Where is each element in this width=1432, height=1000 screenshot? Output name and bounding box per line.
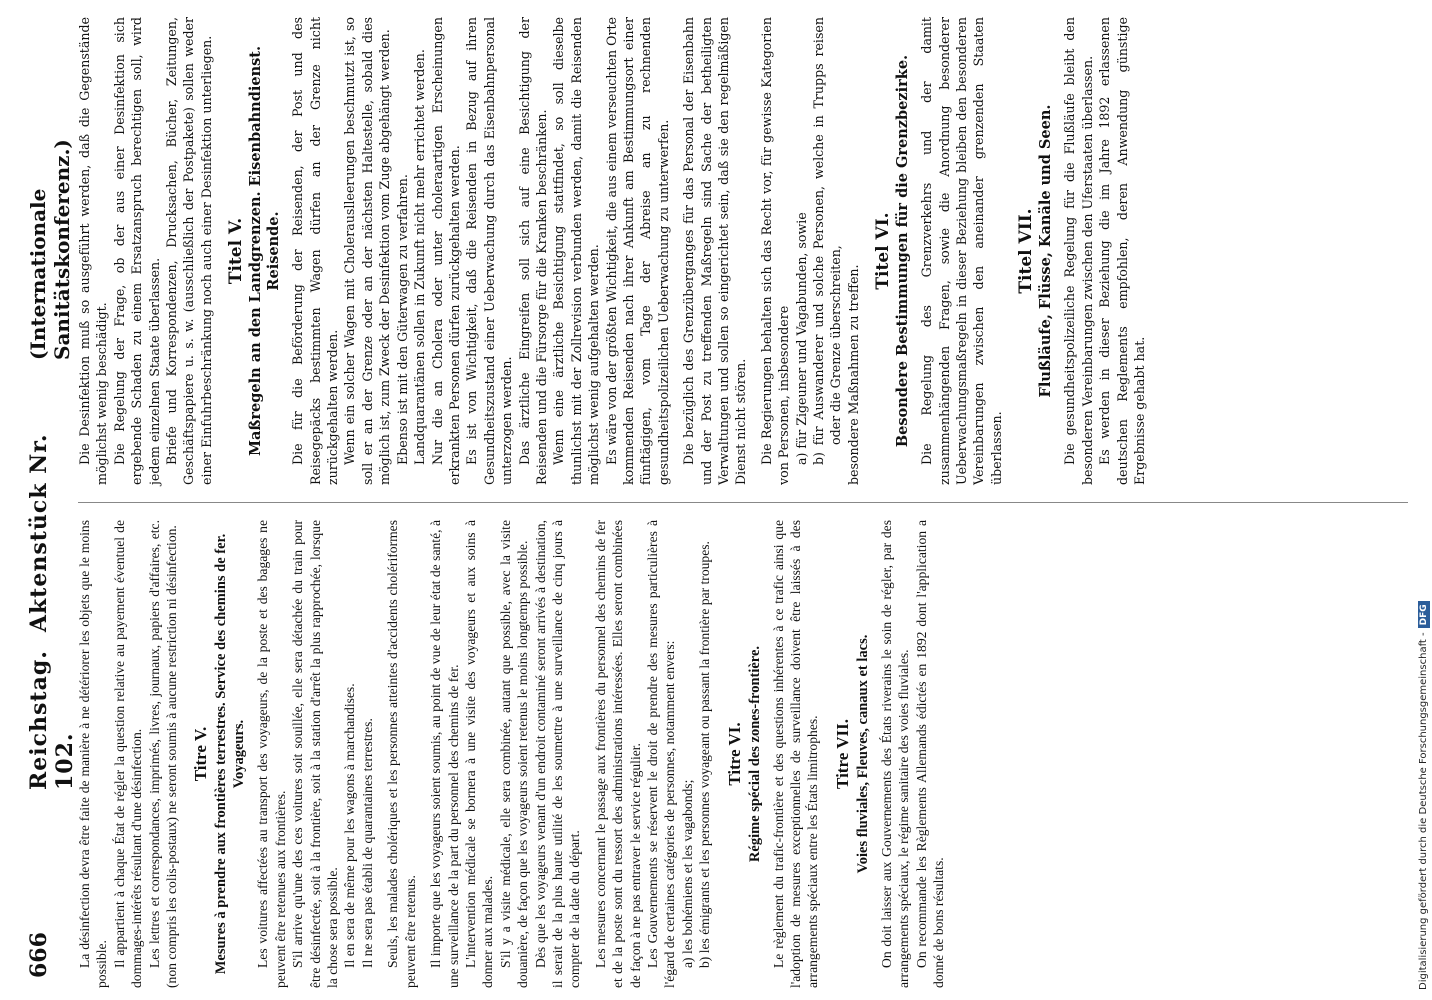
de-paragraph: Die für die Beförderung der Reisenden, der Post und des Reisegepäcks bestimmten Wagen dürfen an der Grenze nicht zurückgehalten werden. bbox=[290, 17, 341, 485]
de-paragraph: Ebenso ist mit den Güterwagen zu verfahren. bbox=[394, 174, 410, 465]
de-paragraph: Es werden in dieser Beziehung die im Jahre 1892 erlassenen deutschen Reglements empfohlen, deren Anwendung günstige Ergebnisse gehabt hat. bbox=[1097, 17, 1147, 485]
fr-paragraph: Le règlement du trafic-frontière et des questions inhérentes à ce trafic ainsi que l'adoption de mesures exceptionnelles de surveillance doivent être laissés à des arrangements spéciaux entre les États limitrophes. bbox=[770, 520, 821, 988]
de-paragraph: Die Regierungen behalten sich das Recht vor, für gewisse Kategorien von Personen, insbesondere bbox=[758, 17, 792, 485]
fr-subtitle-vii: Voies fluviales, Fleuves, canaux et lacs. bbox=[854, 634, 871, 874]
german-column bbox=[76, 17, 1414, 485]
fr-paragraph: On recommande les Règlements Allemands édictés en 1892 dont l'application a donné de bons résultats. bbox=[913, 520, 947, 988]
de-subtitle-v: Maßregeln an den Landgrenzen. Eisenbahndienst. Reisende. bbox=[247, 45, 283, 457]
fr-title-vii: Titre VII. bbox=[832, 719, 852, 789]
fr-paragraph: S'il arrive qu'une des ces voitures soit souillée, elle sera détachée du train pour être désinfectée, soit à la frontière, soit à la station d'arrêt la plus rapprochée, lorsque la chose sera possible. bbox=[290, 520, 341, 988]
de-paragraph: Es wäre von der größten Wichtigkeit, die aus einem verseuchten Orte kommenden Reisenden nach ihrer Ankunft am Bestimmungsort einer fünftägigen, vom Tage der Abreise an zu rechnenden gesundheitspolizeilichen Ueberwachung zu unterwerfen. bbox=[603, 17, 671, 485]
fr-paragraph: On doit laisser aux Gouvernements des États riverains le soin de régler, par des arrangements spéciaux, le régime sanitaire des voies fluviales. bbox=[878, 520, 912, 988]
fr-title-v: Titre V. bbox=[191, 726, 211, 782]
fr-paragraph: Il en sera de même pour les wagons à marchandises. bbox=[342, 683, 358, 968]
de-subtitle-vii: Flußläufe, Flüsse, Kanäle und Seen. bbox=[1037, 104, 1055, 398]
fr-paragraph: S'il y a visite médicale, elle sera combinée, autant que possible, avec la visite douanière, de façon que les voyageurs soient retenus le moins longtemps possible. bbox=[497, 520, 531, 988]
de-paragraph: Die gesundheitspolizeiliche Regelung für die Flußläufe bleibt den besonderen Vereinbarungen zwischen den Uferstaaten überlassen. bbox=[1062, 17, 1095, 485]
fr-paragraph: Seuls, les malades cholériques et les personnes atteintes d'accidents cholériformes peuvent être retenus. bbox=[385, 520, 418, 988]
fr-list-item-b: b) les émigrants et les personnes voyageant ou passant la frontière par troupes. bbox=[697, 541, 713, 968]
de-paragraph: Die Desinfektion muß so ausgeführt werden, daß die Gegenstände möglichst wenig beschädigt. bbox=[77, 17, 110, 485]
fr-paragraph: Dès que les voyageurs venant d'un endroit contaminé seront arrivés à destination, il serait de la plus haute utilité de les soumettre à une surveillance de cinq jours à compter de la date du départ. bbox=[532, 520, 583, 988]
de-paragraph: Wenn ein solcher Wagen mit Cholerauslleerungen beschmutzt ist, so soll er an der Grenze oder an der nächsten Haltestelle, sobald dies möglich ist, zum Zweck der Desinfektion vom Zuge abgehängt werden. bbox=[342, 17, 393, 485]
fr-paragraph: La désinfection devra être faite de manière à ne détériorer les objets que le moins possible. bbox=[77, 520, 110, 988]
de-paragraph: Nur die an Cholera oder unter choleraartigen Erscheinungen erkrankten Personen dürfen zurückgehalten werden. bbox=[429, 17, 462, 485]
fr-list-item-a: a) les bohémiens et les vagabonds; bbox=[679, 779, 695, 968]
digitization-credit bbox=[1416, 0, 1432, 990]
de-list-item-a: a) für Zigeuner und Vagabunden, sowie bbox=[793, 212, 809, 465]
fr-paragraph: Il appartient à chaque État de régler la question relative au payement éventuel de dommages-intérêts résultant d'une désinfection. bbox=[111, 520, 145, 988]
de-paragraph: Das ärztliche Eingreifen soll sich auf eine Besichtigung der Reisenden und die Fürsorge für die Kranken beschränken. bbox=[516, 17, 549, 485]
fr-paragraph: Il importe que les voyageurs soient soumis, au point de vue de leur état de santé, à une surveillance de la part du personnel des chemins de fer. bbox=[428, 520, 461, 988]
fr-paragraph: Les Gouvernements se réservent le droit de prendre des mesures particulières à l'égard de certaines catégories de personnes, notamment envers: bbox=[644, 520, 678, 988]
de-paragraph: Wenn eine ärztliche Besichtigung stattfindet, so soll dieselbe thunlichst mit der Zollrevision verbunden werden, damit die Reisenden möglichst wenig aufgehalten werden. bbox=[551, 17, 602, 485]
de-title-vii: Titel VII. bbox=[1016, 208, 1037, 294]
de-title-vi: Titel VI. bbox=[873, 212, 894, 290]
document-number: Aktenstück Nr. 102. bbox=[26, 433, 78, 790]
de-paragraph: Die Regelung der Frage, ob der aus einer Desinfektion sich ergebende Schaden zu einem Ersatzanspruch berechtigen soll, wird jedem einzelnen Staate überlassen. bbox=[111, 17, 162, 485]
de-paragraph: Die bezüglich des Grenzüberganges für das Personal der Eisenbahn und der Post zu treffenden Maßregeln sind Sache der betheiligten Verwaltungen und sollen so eingerichtet sein, daß sie den regelmäßigen Dienst nicht stören. bbox=[681, 17, 749, 485]
fr-paragraph: Il ne sera pas établi de quarantaines terrestres. bbox=[359, 718, 375, 968]
de-paragraph: Landquarantänen sollen in Zukunft nicht mehr errichtet werden. bbox=[412, 49, 428, 465]
de-paragraph: besondere Maßnahmen zu treffen. bbox=[845, 264, 861, 485]
fr-paragraph: Les voitures affectées au transport des voyageurs, de la poste et des bagages ne peuvent être retenues aux frontières. bbox=[255, 520, 288, 988]
fr-paragraph: Les mesures concernant le passage aux frontières du personnel des chemins de fer et de la poste sont du ressort des administrations intéressées. Elles seront combinées de façon à ne pas entraver le service régulier. bbox=[592, 520, 643, 988]
fr-paragraph: Les lettres et correspondances, imprimés, livres, journaux, papiers d'affaires, etc. (non compris les colis-postaux) ne seront soumis à aucune restriction ni désinfection. bbox=[146, 520, 180, 988]
fr-subtitle-v: Mesures à prendre aux frontières terrestres. Service des chemins de fer. Voyageurs. bbox=[213, 533, 248, 975]
running-header bbox=[26, 390, 78, 790]
de-paragraph: Die Regelung des Grenzverkehrs und der damit zusammenhängenden Fragen, sowie die Anordnung besonderer Ueberwachungsmaßregeln in dieser Beziehung bleiben den besonderen Vereinbarungen zwischen den aneinander grenzenden Staaten überlassen. bbox=[919, 17, 1004, 485]
column-divider bbox=[78, 502, 1408, 503]
de-paragraph: Briefe und Korrespondenzen, Drucksachen, Bücher, Zeitungen, Geschäftspapiere u. s. w. (ausschließlich der Postpakete) sollen weder einer Einfuhrbeschränkung noch auch einer Desinfektion unterliegen. bbox=[164, 17, 214, 485]
de-subtitle-vi: Besondere Bestimmungen für die Grenzbezirke. bbox=[894, 54, 912, 448]
conference-title: (Internationale Sanitätskonferenz.) bbox=[26, 139, 74, 360]
fr-title-vi: Titre VI. bbox=[724, 722, 744, 786]
page-number: 666 bbox=[26, 932, 52, 978]
journal-name: Reichstag. bbox=[26, 650, 52, 790]
dfg-logo: DFG bbox=[1418, 601, 1430, 628]
de-title-v: Titel V. bbox=[226, 217, 247, 285]
de-paragraph: Es ist von Wichtigkeit, daß die Reisenden in Bezug auf ihren Gesundheitszustand einer Ueberwachung durch das Eisenbahnpersonal unterzogen werden. bbox=[464, 17, 515, 485]
french-column bbox=[76, 520, 1414, 988]
fr-paragraph: L'intervention médicale se bornera à une visite des voyageurs et aux soins à donner aux malades. bbox=[462, 520, 496, 988]
de-list-item-b: b) für Auswanderer und solche Personen, welche in Trupps reisen oder die Grenze überschreiten, bbox=[811, 17, 844, 465]
fr-subtitle-vi: Régime spécial des zones-frontière. bbox=[746, 645, 763, 863]
digitization-credit-text: Digitalisierung gefördert durch die Deutsche Forschungsgemeinschaft - bbox=[1418, 632, 1429, 990]
